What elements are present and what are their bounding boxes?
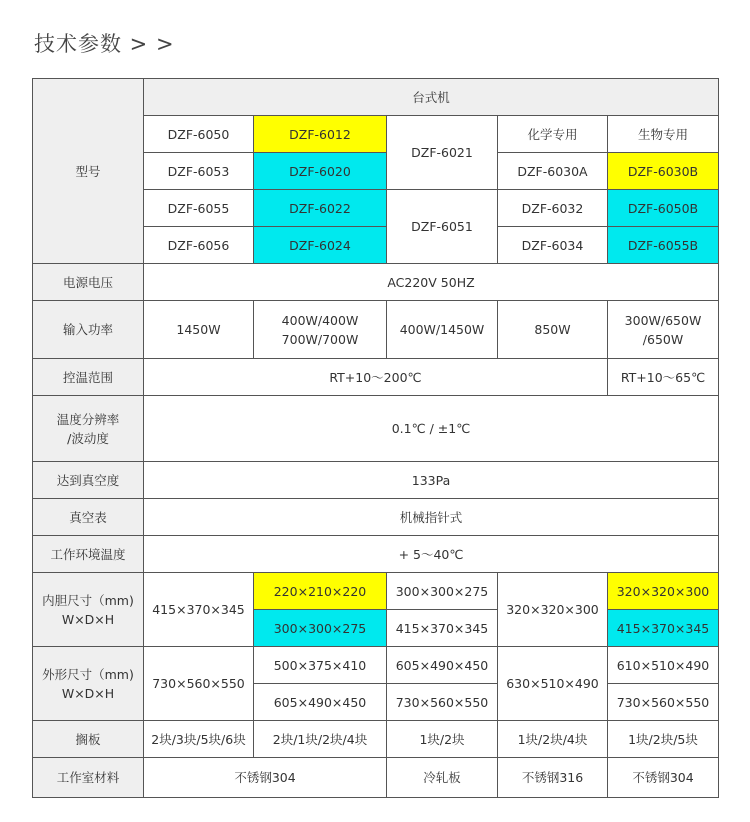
label-ambient: 工作环境温度 [33,536,144,573]
value-cell: 冷轧板 [387,758,498,798]
value-cell-multiline [254,301,387,359]
model-cell: DZF-6055B [608,227,719,264]
value-cell: 不锈钢304 [144,758,387,798]
value-cell: RT+10～65℃ [608,359,719,396]
value-cell-multiline [608,301,719,359]
label-line: /波动度 [67,430,109,446]
label-resolution [33,396,144,462]
model-cell: DZF-6024 [254,227,387,264]
model-cell: DZF-6030A [498,153,608,190]
label-gauge: 真空表 [33,499,144,536]
value-cell: 730×560×550 [608,684,719,721]
model-cell: DZF-6022 [254,190,387,227]
header-chemistry: 化学专用 [498,116,608,153]
value-cell: 605×490×450 [387,647,498,684]
header-desktop: 台式机 [144,79,719,116]
value-cell: 机械指针式 [144,499,719,536]
value-cell: 500×375×410 [254,647,387,684]
value-cell: 0.1℃ / ±1℃ [144,396,719,462]
value-cell: 220×210×220 [254,573,387,610]
model-cell: DZF-6020 [254,153,387,190]
value-cell: 不锈钢304 [608,758,719,798]
value-cell: 730×560×550 [387,684,498,721]
value-line: 700W/700W [281,331,359,347]
value-cell: + 5～40℃ [144,536,719,573]
value-cell: 133Pa [144,462,719,499]
model-cell: DZF-6055 [144,190,254,227]
value-cell: RT+10～200℃ [144,359,608,396]
value-cell: 850W [498,301,608,359]
value-cell: 2块/1块/2块/4块 [254,721,387,758]
value-cell: 300×300×275 [254,610,387,647]
label-material: 工作室材料 [33,758,144,798]
value-cell: 300×300×275 [387,573,498,610]
value-line: 400W/400W [281,312,359,328]
model-cell: DZF-6053 [144,153,254,190]
model-cell: DZF-6051 [387,190,498,264]
label-line: W×D×H [61,611,115,627]
value-cell: 不锈钢316 [498,758,608,798]
value-cell: 1块/2块/5块 [608,721,719,758]
spec-table [32,78,719,798]
value-cell: 320×320×300 [608,573,719,610]
label-input-power: 输入功率 [33,301,144,359]
model-cell: DZF-6050B [608,190,719,227]
value-cell: 630×510×490 [498,647,608,721]
label-vacuum: 达到真空度 [33,462,144,499]
label-outer-size [33,647,144,721]
value-cell: 610×510×490 [608,647,719,684]
model-cell: DZF-6050 [144,116,254,153]
label-inner-size [33,573,144,647]
model-cell: DZF-6056 [144,227,254,264]
value-cell: 730×560×550 [144,647,254,721]
label-shelf: 搁板 [33,721,144,758]
value-cell: 1块/2块/4块 [498,721,608,758]
label-line: 内胆尺寸（mm) [42,592,134,608]
model-cell: DZF-6021 [387,116,498,190]
value-cell: 2块/3块/5块/6块 [144,721,254,758]
label-line: 温度分辨率 [56,411,120,427]
value-cell: 1450W [144,301,254,359]
model-cell: DZF-6034 [498,227,608,264]
value-cell: 415×370×345 [144,573,254,647]
value-line: 300W/650W [624,312,702,328]
value-cell: 320×320×300 [498,573,608,647]
model-cell: DZF-6030B [608,153,719,190]
value-cell: 1块/2块 [387,721,498,758]
value-line: /650W [642,331,684,347]
value-cell: 605×490×450 [254,684,387,721]
value-cell: 400W/1450W [387,301,498,359]
model-cell: DZF-6032 [498,190,608,227]
header-biology: 生物专用 [608,116,719,153]
page-title: 技术参数 > > [34,32,175,56]
value-cell: AC220V 50HZ [144,264,719,301]
label-temp-range: 控温范围 [33,359,144,396]
model-cell: DZF-6012 [254,116,387,153]
label-line: W×D×H [61,685,115,701]
label-line: 外形尺寸（mm) [42,666,134,682]
label-power-supply: 电源电压 [33,264,144,301]
value-cell: 415×370×345 [387,610,498,647]
value-cell: 415×370×345 [608,610,719,647]
label-model: 型号 [33,79,144,264]
